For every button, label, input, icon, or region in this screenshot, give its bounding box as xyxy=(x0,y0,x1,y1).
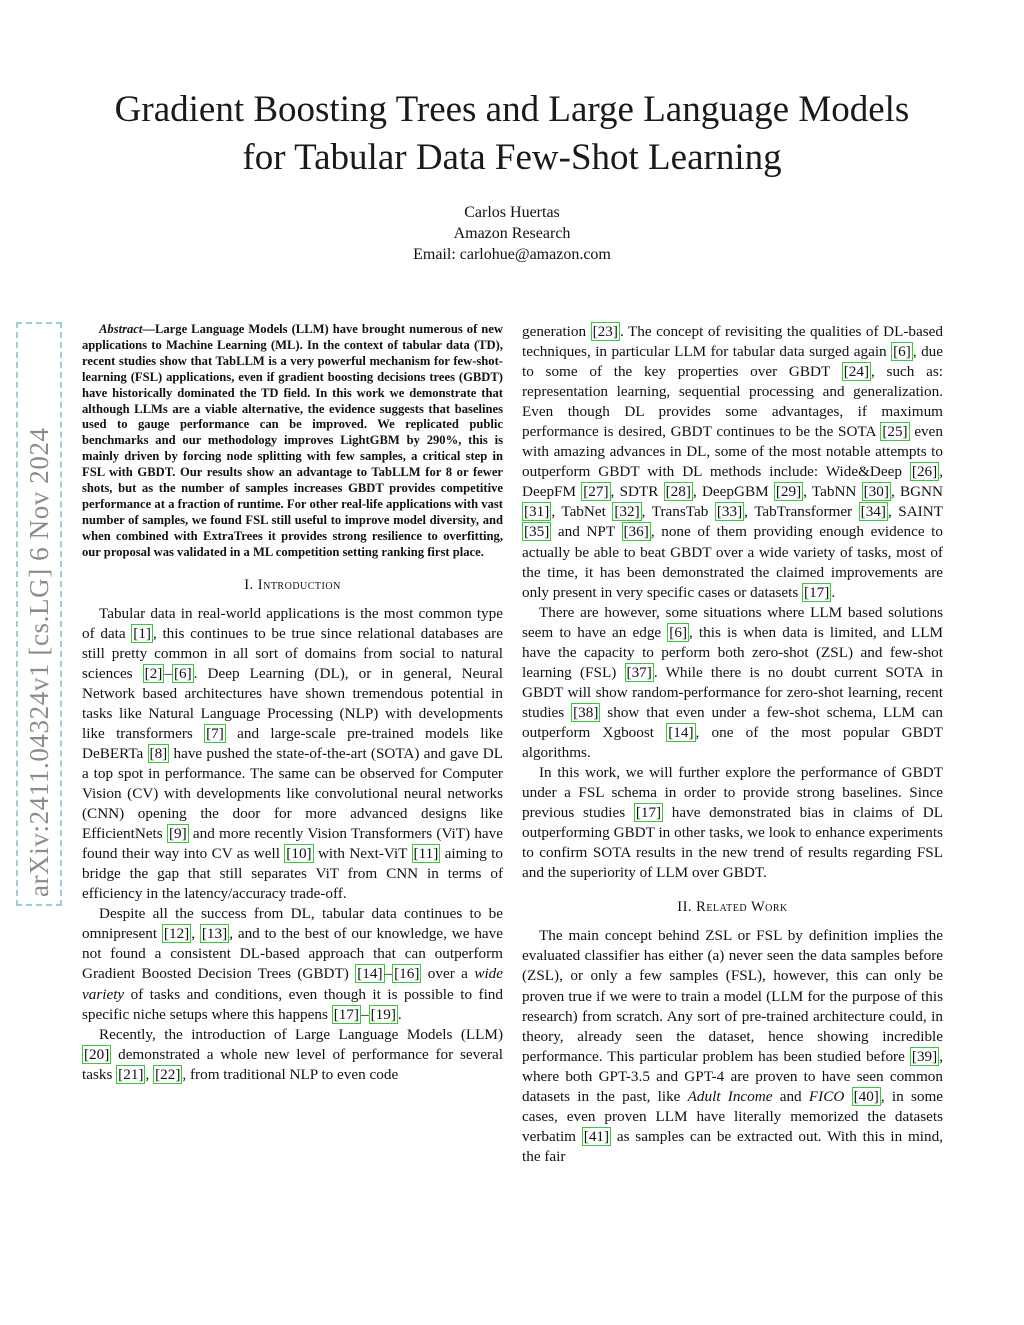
citation-link[interactable]: [25] xyxy=(882,423,908,441)
abstract xyxy=(82,322,503,561)
citation-link[interactable]: [34] xyxy=(860,503,886,521)
citation-link[interactable]: [38] xyxy=(573,703,599,721)
intro-paragraph-2: Despite all the success from DL, tabular data continues to be omnipresent [12] , [13] , and to the best of our knowledge, we have not found a consistent DL-based approach that can outperform Gradient Boosted Decision Trees (GBDT) [14] – [16] over a wide variety of tasks and conditions, even though it is possible to find specific niche setups where this happens [17] – [19] . xyxy=(82,905,503,1023)
citation-link[interactable]: [12] xyxy=(163,925,190,943)
intro-paragraph-3: Recently, the introduction of Large Language Models (LLM) [20] demonstrated a whole new level of performance for several tasks [21] , [22] , from traditional NLP to even code xyxy=(82,1025,503,1083)
citation-link[interactable]: [24] xyxy=(843,363,870,381)
author-email: Email: carlohue@amazon.com xyxy=(413,246,611,263)
section-heading-introduction: I. Introduction xyxy=(244,576,341,593)
author-affiliation: Amazon Research xyxy=(453,225,571,242)
citation-link[interactable]: [22] xyxy=(155,1065,181,1083)
citation-link[interactable]: [8] xyxy=(149,744,168,762)
citation-link[interactable]: [30] xyxy=(863,483,889,501)
intro-paragraph-6: In this work, we will further explore the performance of GBDT under a FSL schema in order to provide strong baselines. Since previous studies [17] have demonstrated bias in claims of DL outperforming GBDT in other tasks, we look to enhance experiments to confirm SOTA results in the new trend of results regarding FSL and the superiority of LLM over GBDT. xyxy=(522,764,944,882)
citation-link[interactable]: [1] xyxy=(133,624,151,642)
paper-title: Gradient Boosting Trees and Large Language Models for Tabular Data Few-Shot Learning xyxy=(114,89,910,178)
citation-link[interactable]: [27] xyxy=(583,483,609,501)
citation-link[interactable]: [6] xyxy=(669,623,688,641)
citation-link[interactable]: [17] xyxy=(333,1005,359,1023)
citation-link[interactable]: [11] xyxy=(413,845,439,863)
intro-paragraph-1: Tabular data in real-world applications is the most common type of data [1] , this continues to be true since relational databases are still pretty common in all sort of domains from social to natural sciences [2] – [6] . Deep Learning (DL), or in general, Neural Network based architectures have shown tremendous potential in tasks like Natural Language Processing (NLP) with developments like transformers [7] and large-scale pre-trained models like DeBERTa [8] have pushed the state-of-the-art (SOTA) and gave DL a top spot in performance. The same can be observed for Computer Vision (CV) with developments like convolutional neural networks (CNN) opening the door for more advanced designs like EfficientNets [9] and more recently Vision Transformers (ViT) have found their way into CV as well [10] with Next-ViT [11] aiming to bridge the gap that still separates ViT from CNN in terms of efficiency in the latency/accuracy trade-off. xyxy=(82,604,503,903)
intro-paragraph-4: generation [23] . The concept of revisiting the qualities of DL-based techniques, in particular LLM for tabular data surged again [6] , due to some of the key properties over GBDT [24] , such as: representation learning, sequential processing and generalization. Even though DL provides some advantages, if maximum performance is desired, GBDT continues to be the SOTA [25] even with amazing advances in DL, some of the most notable attempts to outperform GBDT with DL methods include: Wide&Deep [26] , DeepFM [27] , SDTR [28] , DeepGBM [29] , TabNN [30] , BGNN [31] , TabNet [32] , TransTab [33] , TabTransformer [34] , SAINT [35] and NPT [36] , none of them providing enough evidence to actually be able to beat GBDT over a wide variety of tasks, most of the time, it has been demonstrated the claimed improvements are only present in very specific cases or datasets [17] . xyxy=(522,323,944,601)
citation-link[interactable]: [29] xyxy=(775,483,802,501)
citation-link[interactable]: [19] xyxy=(370,1005,396,1023)
citation-link[interactable]: [28] xyxy=(665,483,691,501)
arxiv-identifier[interactable]: arXiv:2411.04324v1 [cs.LG] 6 Nov 2024 xyxy=(24,427,54,897)
citation-link[interactable]: [6] xyxy=(173,664,192,682)
author-block xyxy=(312,202,712,265)
citation-link[interactable]: [41] xyxy=(583,1127,610,1145)
citation-link[interactable]: [37] xyxy=(626,663,652,681)
citation-link[interactable]: [21] xyxy=(118,1065,144,1083)
citation-link[interactable]: [36] xyxy=(623,523,649,541)
citation-link[interactable]: [26] xyxy=(911,463,938,481)
citation-link[interactable]: [6] xyxy=(893,343,911,361)
citation-link[interactable]: [20] xyxy=(84,1045,110,1063)
citation-link[interactable]: [16] xyxy=(394,965,420,983)
citation-link[interactable]: [31] xyxy=(524,503,550,521)
citation-link[interactable]: [32] xyxy=(614,503,640,521)
citation-link[interactable]: [39] xyxy=(911,1047,938,1065)
citation-link[interactable]: [9] xyxy=(168,825,187,843)
citation-link[interactable]: [23] xyxy=(592,323,618,340)
citation-link[interactable]: [17] xyxy=(804,583,830,601)
citation-link[interactable]: [14] xyxy=(668,723,694,741)
citation-link[interactable]: [2] xyxy=(144,664,163,682)
related-paragraph-1: The main concept behind ZSL or FSL by definition implies the evaluated classifier has either (a) never seen the data samples before (ZSL), or only a few samples (FSL), however, this can only be proven true if we were to train a model (LLM for the purpose of this research) from scratch. Any sort of pre-trained architecture could, in theory, already seen the dataset, hence showing incredible performance. This particular problem has been studied before [39] , where both GPT-3.5 and GPT-4 are proven to have seen common datasets in the past, like Adult Income and FICO [40] , in some cases, even proven LLM have literally memorized the datasets verbatim [41] as samples can be extracted out. With this in mind, the fair xyxy=(522,927,944,1165)
left-column xyxy=(82,322,503,1085)
abstract-label: Abstract xyxy=(99,322,143,336)
right-column xyxy=(522,322,943,1167)
author-name: Carlos Huertas xyxy=(464,204,560,221)
citation-link[interactable]: [40] xyxy=(853,1087,879,1105)
citation-link[interactable]: [7] xyxy=(206,724,224,742)
abstract-text: —Large Language Models (LLM) have brought numerous of new applications to Machine Learning (ML). In the context of tabular data (TD), recent studies show that TabLLM is a very powerful mechanism for few-shot-learning (FSL) applications, even if gradient boosting decisions trees (GBDT) have historically dominated the TD field. In this work we demonstrate that although LLMs are a viable alternative, the evidence suggests that baselines used to gauge performance can be improved. We replicated public benchmarks and our methodology improves LightGBM by 290%, this is mainly driven by forcing node splitting with few samples, a critical step in FSL with GBDT. Our results show an advantage to TabLLM for 8 or fewer shots, but as the number of samples increases GBDT provides competitive performance at a fraction of runtime. For other real-life applications with vast number of samples, we found FSL still useful to improve model diversity, and when combined with ExtraTrees it provides strong resilience to overfitting, our proposal was validated in a ML competition setting ranking first place. xyxy=(82,322,503,559)
citation-link[interactable]: [33] xyxy=(716,503,743,521)
citation-link[interactable]: [14] xyxy=(357,965,383,983)
citation-link[interactable]: [10] xyxy=(286,845,312,863)
intro-paragraph-5: There are however, some situations where LLM based solutions seem to have an edge [6] , this is when data is limited, and LLM have the capacity to perform both zero-shot (ZSL) and few-shot learning (FSL) [37] . While there is no doubt current SOTA in GBDT will show random-performance for zero-shot learning, recent studies [38] show that even under a few-shot schema, LLM can outperform Xgboost [14] , one of the most popular GBDT algorithms. xyxy=(522,603,943,761)
section-heading-related-work: II. Related Work xyxy=(677,899,788,916)
citation-link[interactable]: [13] xyxy=(201,925,228,943)
citation-link[interactable]: [35] xyxy=(524,523,550,541)
citation-link[interactable]: [17] xyxy=(635,804,662,822)
